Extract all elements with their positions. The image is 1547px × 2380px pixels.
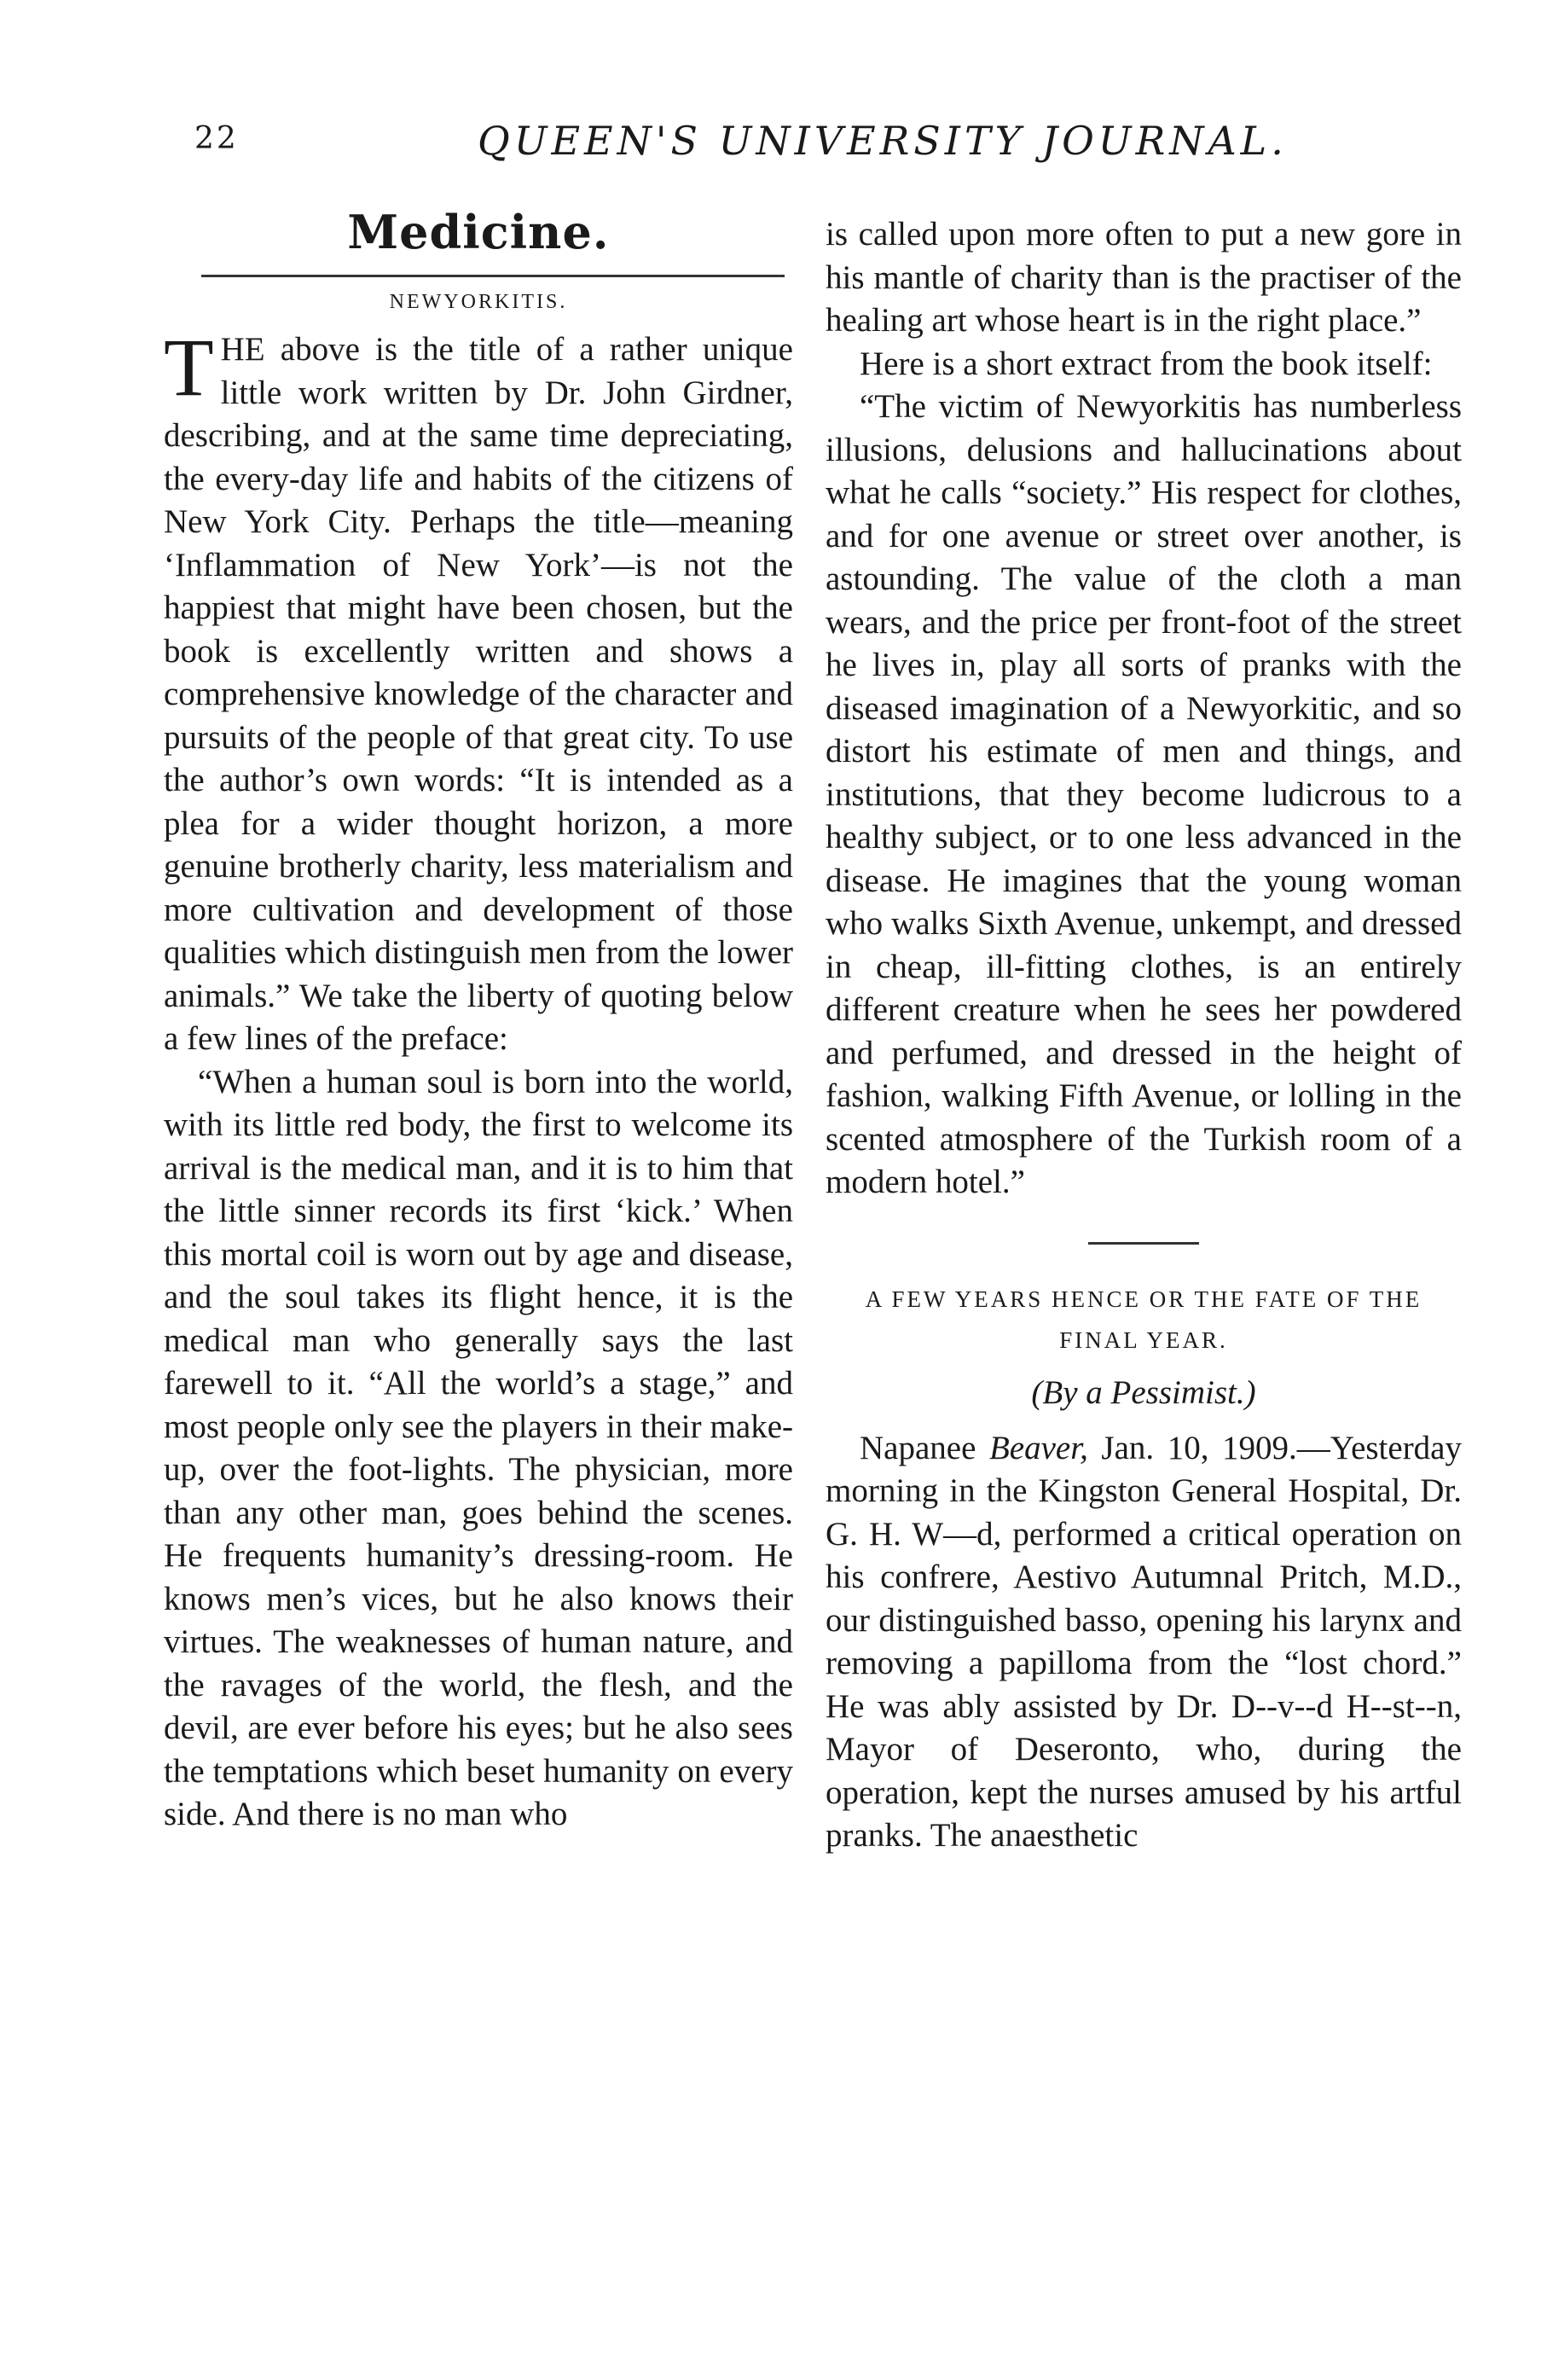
article-heading: A FEW YEARS HENCE OR THE FATE OF THE FINAL YEAR. [865, 1286, 1422, 1353]
article-paragraph: is called upon more often to put a new gore in his mantle of charity than is the practiser of the healing art whose heart is in the right place.” [826, 216, 1462, 339]
right-column [826, 213, 1462, 1858]
section-title: Medicine. [347, 205, 610, 259]
article-paragraph: Here is a short extract from the book itself: [860, 345, 1433, 382]
running-head: QUEEN'S UNIVERSITY JOURNAL. [478, 118, 1288, 164]
article-paragraph [164, 322, 793, 1061]
article-paragraph [826, 1427, 1462, 1858]
drop-cap: T [164, 322, 214, 413]
paragraph-text: HE above is the title of a rather unique little work written by Dr. John Girdner, describing, and at the same time depreciating, the every-day life and habits of the citizens of New York City. Perhaps the title—meaning ‘Inflammation of New York’—is not the happiest that might have been chosen, but the book is excellently written and shows a comprehensive knowledge of the character and pursuits of the people of that great city. To use the author’s own words: “It is intended as a plea for a wider thought horizon, a more genuine brotherly charity, less materialism and more cultivation and development of those qualities which distinguish men from the lower animals.” We take the liberty of quoting below a few lines of the preface: [164, 331, 793, 1057]
article-paragraph: “When a human soul is born into the world, with its little red body, the first to welcome its arrival is the medical man, and it is to him that the little sinner records its first ‘kick.’ When this mortal coil is worn out by age and disease, and the soul takes its flight hence, it is the medical man who generally says the last farewell to it. “All the world’s a stage,” and most people only see the players in their make-up, over the foot-lights. The physician, more than any other man, goes behind the scenes. He frequents humanity’s dressing-room. He knows men’s vices, but he also knows their virtues. The weaknesses of human nature, and the ravages of the world, the flesh, and the devil, are ever before his eyes; but he also sees the temptations which beset humanity on every side. And there is no man who [164, 1063, 793, 1832]
left-column [164, 205, 793, 1837]
section-rule [201, 275, 785, 277]
byline: (By a Pessimist.) [1031, 1373, 1256, 1411]
dateline-paper: Beaver, [988, 1429, 1088, 1466]
article-heading: NEWYORKITIS. [389, 291, 568, 313]
article-paragraph: “The victim of Newyorkitis has numberless illusions, delusions and hallucinations about what he calls “society.” His respect for clothes, and for one avenue or street over another, is astounding. The value of the cloth a man wears, and the price per front-foot of the street he lives in, play all sorts of pranks with the diseased imagination of a Newyorkitic, and so distort his estimate of men and things, and institutions, that they become ludicrous to a healthy subject, or to one less advanced in the disease. He imagines that the young woman who walks Sixth Avenue, unkempt, and dressed in cheap, ill-fitting clothes, is an entirely different creature when he sees her powdered and perfumed, and dressed in the height of fashion, walking Fifth Avenue, or lolling in the scented atmosphere of the Turkish room of a modern hotel.” [826, 388, 1462, 1200]
paragraph-text: Jan. 10, 1909.—Yesterday morning in the Kingston General Hospital, Dr. G. H. W—d, performed a critical operation on his confrere, Aestivo Autumnal Pritch, M.D., our distinguished basso, opening his larynx and removing a papilloma from the “lost chord.” He was ably assisted by Dr. D--v--d H--st--n, Mayor of Deseronto, who, during the operation, kept the nurses amused by his artful pranks. The anaesthetic [826, 1429, 1462, 1854]
dateline-place: Napanee [860, 1429, 989, 1466]
page-number: 22 [194, 121, 239, 156]
article-separator [1088, 1242, 1199, 1245]
